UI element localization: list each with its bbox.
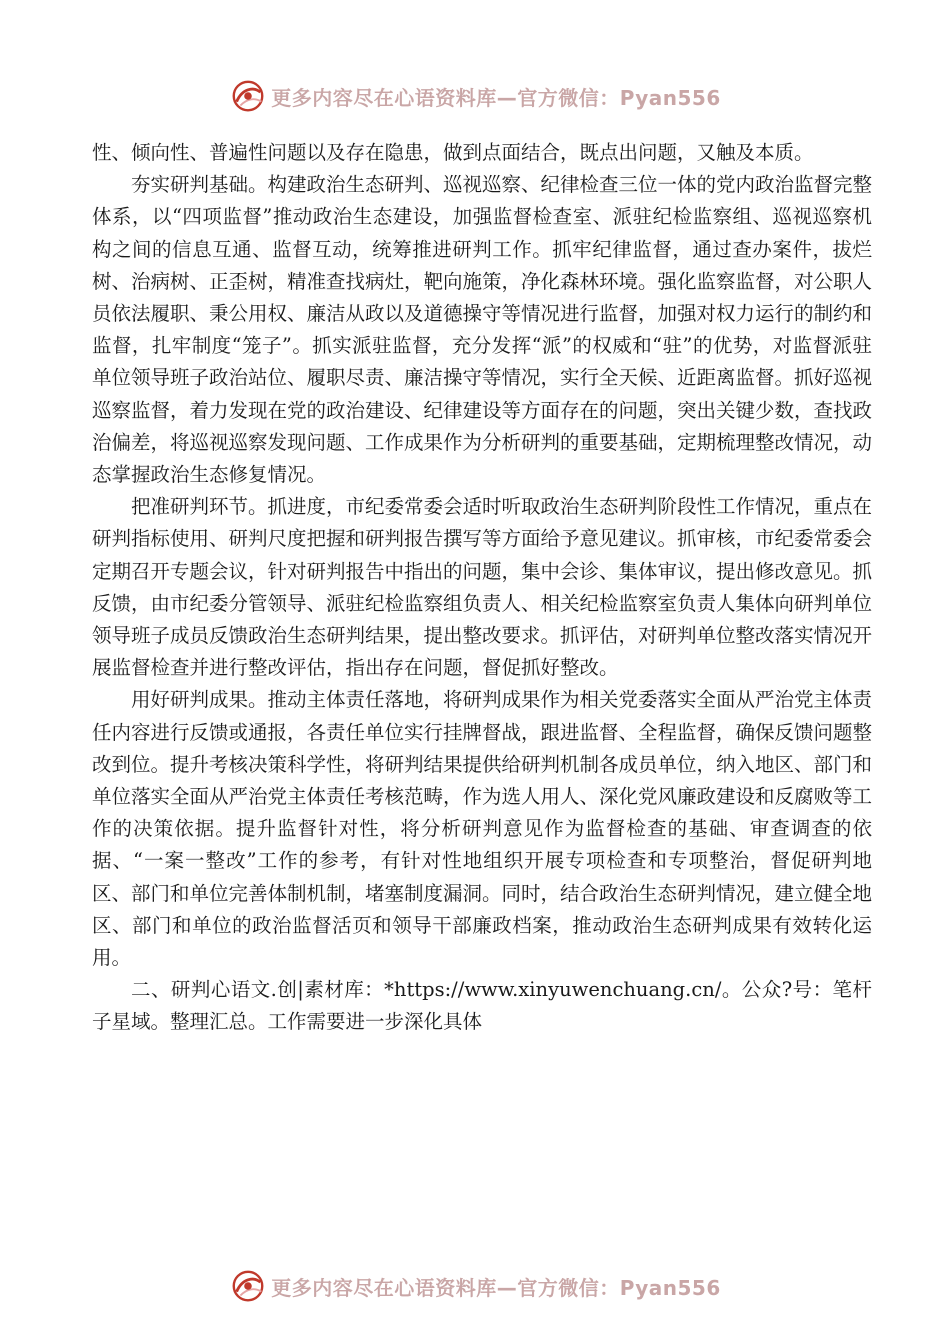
paragraph-research-results: 用好研判成果。推动主体责任落地，将研判成果作为相关党委落实全面从严治党主体责任内容进行反馈或通报，各责任单位实行挂牌督战，跟进监督、全程监督，确保反馈问题整改到位。提升考核决策科学性，将研判结果提供给研判机制各成员单位，纳入地区、部门和单位落实全面从严治党主体责任考核范畴，作为选人用人、深化党风廉政建设和反腐败等工作的决策依据。提升监督针对性，将分析研判意见作为监督检查的基础、审查调查的依据、“一案一整改”工作的参考，有针对性地组织开展专项检查和专项整治，督促研判地区、部门和单位完善体制机制，堵塞制度漏洞。同时，结合政治生态研判情况，建立健全地区、部门和单位的政治监督活页和领导干部廉政档案，推动政治生态研判成果有效转化运用。 — [92, 688, 873, 970]
footer-banner-inner — [229, 1267, 721, 1305]
paragraph-section-two: 二、研判心语文.创|素材库：*https://www.xinyuwenchuang.cn/。公众?号：笔杆子星域。整理汇总。工作需要进一步深化具体 — [92, 978, 872, 1034]
paragraph-research-foundation: 夯实研判基础。构建政治生态研判、巡视巡察、纪律检查三位一体的党内政治监督完整体系，以“四项监督”推动政治生态建设，加强监督检查室、派驻纪检监察组、巡视巡察机构之间的信息互通、监督互动，统筹推进研判工作。抓牢纪律监督，通过查办案件，拔烂树、治病树、正歪树，精准查找病灶，靶向施策，净化森林环境。强化监察监督，对公职人员依法履职、秉公用权、廉洁从政以及道德操守等情况进行监督，加强对权力运行的制约和监督，扎牢制度“笼子”。抓实派驻监督，充分发挥“派”的权威和“驻”的优势，对监督派驻单位领导班子政治站位、履职尽责、廉洁操守等情况，实行全天候、近距离监督。抓好巡视巡察监督，着力发现在党的政治建设、纪律建设等方面存在的问题，突出关键少数，查找政治偏差，将巡视巡察发现问题、工作成果作为分析研判的重要基础，定期梳理整改情况，动态掌握政治生态修复情况。 — [92, 173, 873, 487]
header-banner-text: 更多内容尽在心语资料库—官方微信：Pyan556 — [271, 85, 721, 110]
header-banner — [0, 74, 950, 118]
swirl-logo-icon — [229, 77, 267, 115]
paragraph-research-steps: 把准研判环节。抓进度，市纪委常委会适时听取政治生态研判阶段性工作情况，重点在研判指标使用、研判尺度把握和研判报告撰写等方面给予意见建议。抓审核，市纪委常委会定期召开专题会议，针对研判报告中指出的问题，集中会诊、集体审议，提出修改意见。抓反馈，由市纪委分管领导、派驻纪检监察组负责人、相关纪检监察室负责人集体向研判单位领导班子成员反馈政治生态研判结果，提出整改要求。抓评估，对研判单位整改落实情况开展监督检查并进行整改评估，指出存在问题，督促抓好整改。 — [92, 495, 873, 680]
paragraph-continuation: 性、倾向性、普遍性问题以及存在隐患，做到点面结合，既点出问题，又触及本质。 — [92, 141, 814, 164]
header-banner-inner — [229, 77, 721, 115]
footer-banner-text: 更多内容尽在心语资料库—官方微信：Pyan556 — [271, 1275, 721, 1300]
swirl-logo-icon — [229, 1267, 267, 1305]
footer-banner — [0, 1264, 950, 1308]
document-body — [92, 137, 872, 1039]
